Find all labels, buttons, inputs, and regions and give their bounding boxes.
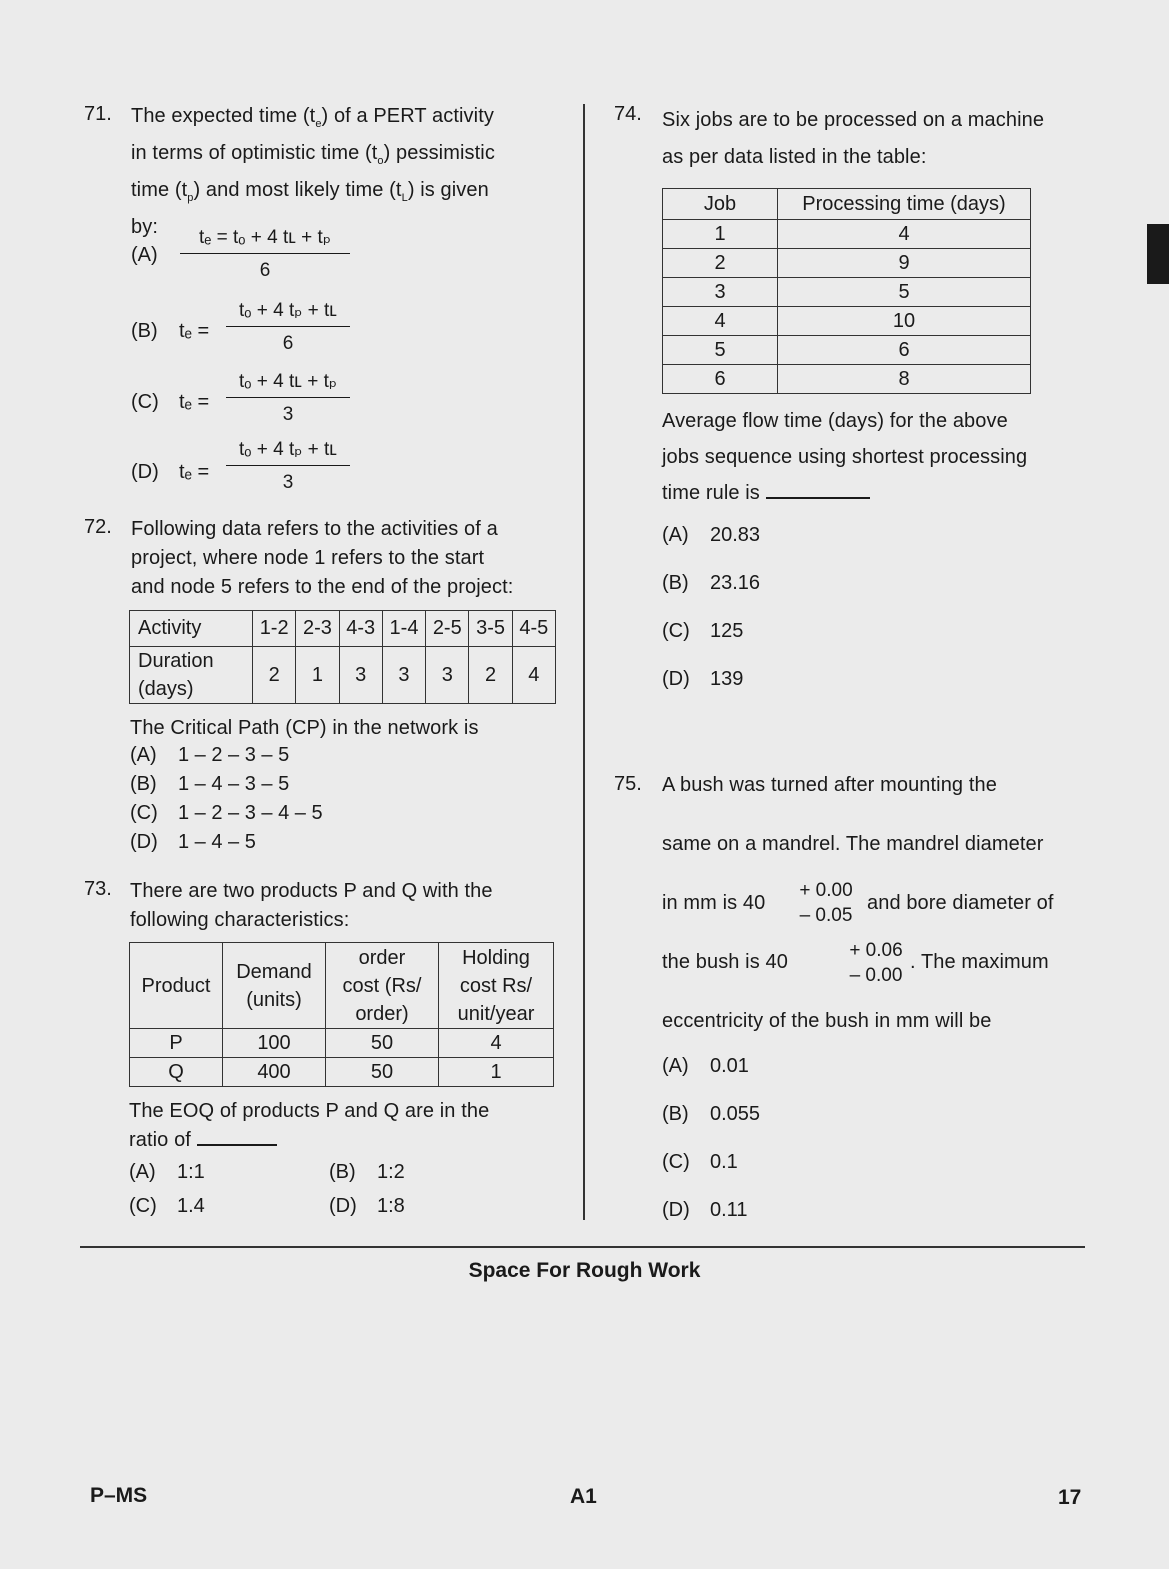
maximum-text: . The maximum bbox=[910, 951, 1049, 973]
rough-work-heading: Space For Rough Work bbox=[468, 1259, 701, 1282]
answer-blank bbox=[197, 1144, 277, 1146]
question-text: Six jobs are to be processed on a machine as per data listed in the table: bbox=[662, 109, 1045, 168]
formula-a: $\frac{\text{tₑ = tₒ + 4 tʟ + tₚ}}{6}$ bbox=[180, 226, 350, 282]
option-a[interactable]: (A) 0.01 bbox=[662, 1055, 749, 1077]
bore-tolerance: + 0.06 – 0.00 bbox=[849, 940, 903, 986]
formula-b: $\frac{\text{tₒ + 4 tₚ + tʟ}}{6}$ bbox=[226, 299, 350, 355]
question-number: 73. bbox=[84, 878, 112, 900]
question-number: 72. bbox=[84, 516, 112, 538]
option-b[interactable]: (B) 23.16 bbox=[662, 572, 761, 594]
option-a[interactable]: (A) 20.83 bbox=[662, 524, 761, 546]
question-stem: The EOQ of products P and Q are in the ratio of bbox=[129, 1100, 490, 1151]
question-text: The expected time $(t_e)$ of a PERT activity in terms of optimistic time $(t_o)$ pessimistic time $(t_p)$ and most likely time $(t_L)$ is given by: bbox=[131, 105, 495, 238]
bush-diameter-text: the bush is 40 bbox=[662, 951, 788, 973]
option-c[interactable]: (C) 125 bbox=[662, 620, 744, 642]
option-b[interactable]: (B) 1:2 bbox=[329, 1161, 405, 1183]
bore-text: and bore diameter of bbox=[867, 892, 1054, 914]
column-divider bbox=[583, 104, 585, 1220]
footer-page-number: 17 bbox=[1058, 1486, 1082, 1509]
products-table: Product Demand (units) order cost (Rs/ order) Holding cost Rs/ unit/year P 100 50 4 Q 400 50 1 bbox=[129, 942, 554, 1087]
rough-work-divider bbox=[80, 1246, 1085, 1248]
question-number: 74. bbox=[614, 103, 642, 125]
question-number: 75. bbox=[614, 773, 642, 795]
option-d[interactable]: (D) 0.11 bbox=[662, 1199, 748, 1221]
question-text-line-5: eccentricity of the bush in mm will be bbox=[662, 1010, 992, 1032]
option-b[interactable]: (B) 0.055 bbox=[662, 1103, 761, 1125]
activity-table: Activity 1-2 2-3 4-3 1-4 2-5 3-5 4-5 Duration (days) 2 1 3 3 3 2 4 bbox=[129, 610, 556, 704]
question-text-line-2: same on a mandrel. The mandrel diameter bbox=[662, 833, 1044, 855]
answer-blank bbox=[766, 497, 870, 499]
option-b[interactable]: (B) 1 – 4 – 3 – 5 bbox=[130, 773, 290, 795]
question-number: 71. bbox=[84, 103, 112, 125]
option-a[interactable]: (A) 1 – 2 – 3 – 5 bbox=[130, 744, 290, 766]
option-c[interactable]: (C) 1 – 2 – 3 – 4 – 5 bbox=[130, 802, 323, 824]
option-b[interactable]: (B) tₑ = bbox=[131, 320, 210, 342]
mandrel-tolerance: + 0.00 – 0.05 bbox=[799, 880, 853, 926]
option-a[interactable]: (A) bbox=[131, 244, 158, 266]
option-d[interactable]: (D) 1 – 4 – 5 bbox=[130, 831, 256, 853]
formula-c: $\frac{\text{tₒ + 4 tʟ + tₚ}}{3}$ bbox=[226, 370, 350, 426]
option-d[interactable]: (D) tₑ = bbox=[131, 461, 210, 483]
footer-code: P–MS bbox=[90, 1484, 148, 1507]
jobs-table: Job Processing time (days) 1 4 2 9 3 5 4 10 5 6 6 8 bbox=[662, 188, 1031, 394]
option-d[interactable]: (D) 1:8 bbox=[329, 1195, 405, 1217]
question-text: There are two products P and Q with the following characteristics: bbox=[130, 880, 493, 931]
question-stem: Average flow time (days) for the above jobs sequence using shortest processing time rule is bbox=[662, 410, 1028, 504]
formula-d: $\frac{\text{tₒ + 4 tₚ + tʟ}}{3}$ bbox=[226, 438, 350, 494]
question-text: Following data refers to the activities of a project, where node 1 refers to the start and node 5 refers to the end of the project: bbox=[131, 518, 514, 598]
question-text-line-1: A bush was turned after mounting the bbox=[662, 774, 997, 796]
mandrel-diameter-text: in mm is 40 bbox=[662, 892, 766, 914]
option-d[interactable]: (D) 139 bbox=[662, 668, 744, 690]
option-c[interactable]: (C) 0.1 bbox=[662, 1151, 738, 1173]
option-c[interactable]: (C) tₑ = bbox=[131, 391, 210, 413]
option-a[interactable]: (A) 1:1 bbox=[129, 1161, 205, 1183]
question-stem: The Critical Path (CP) in the network is bbox=[130, 717, 479, 739]
option-c[interactable]: (C) 1.4 bbox=[129, 1195, 205, 1217]
page-edge-tab bbox=[1147, 224, 1169, 284]
footer-booklet-series: A1 bbox=[570, 1485, 597, 1508]
